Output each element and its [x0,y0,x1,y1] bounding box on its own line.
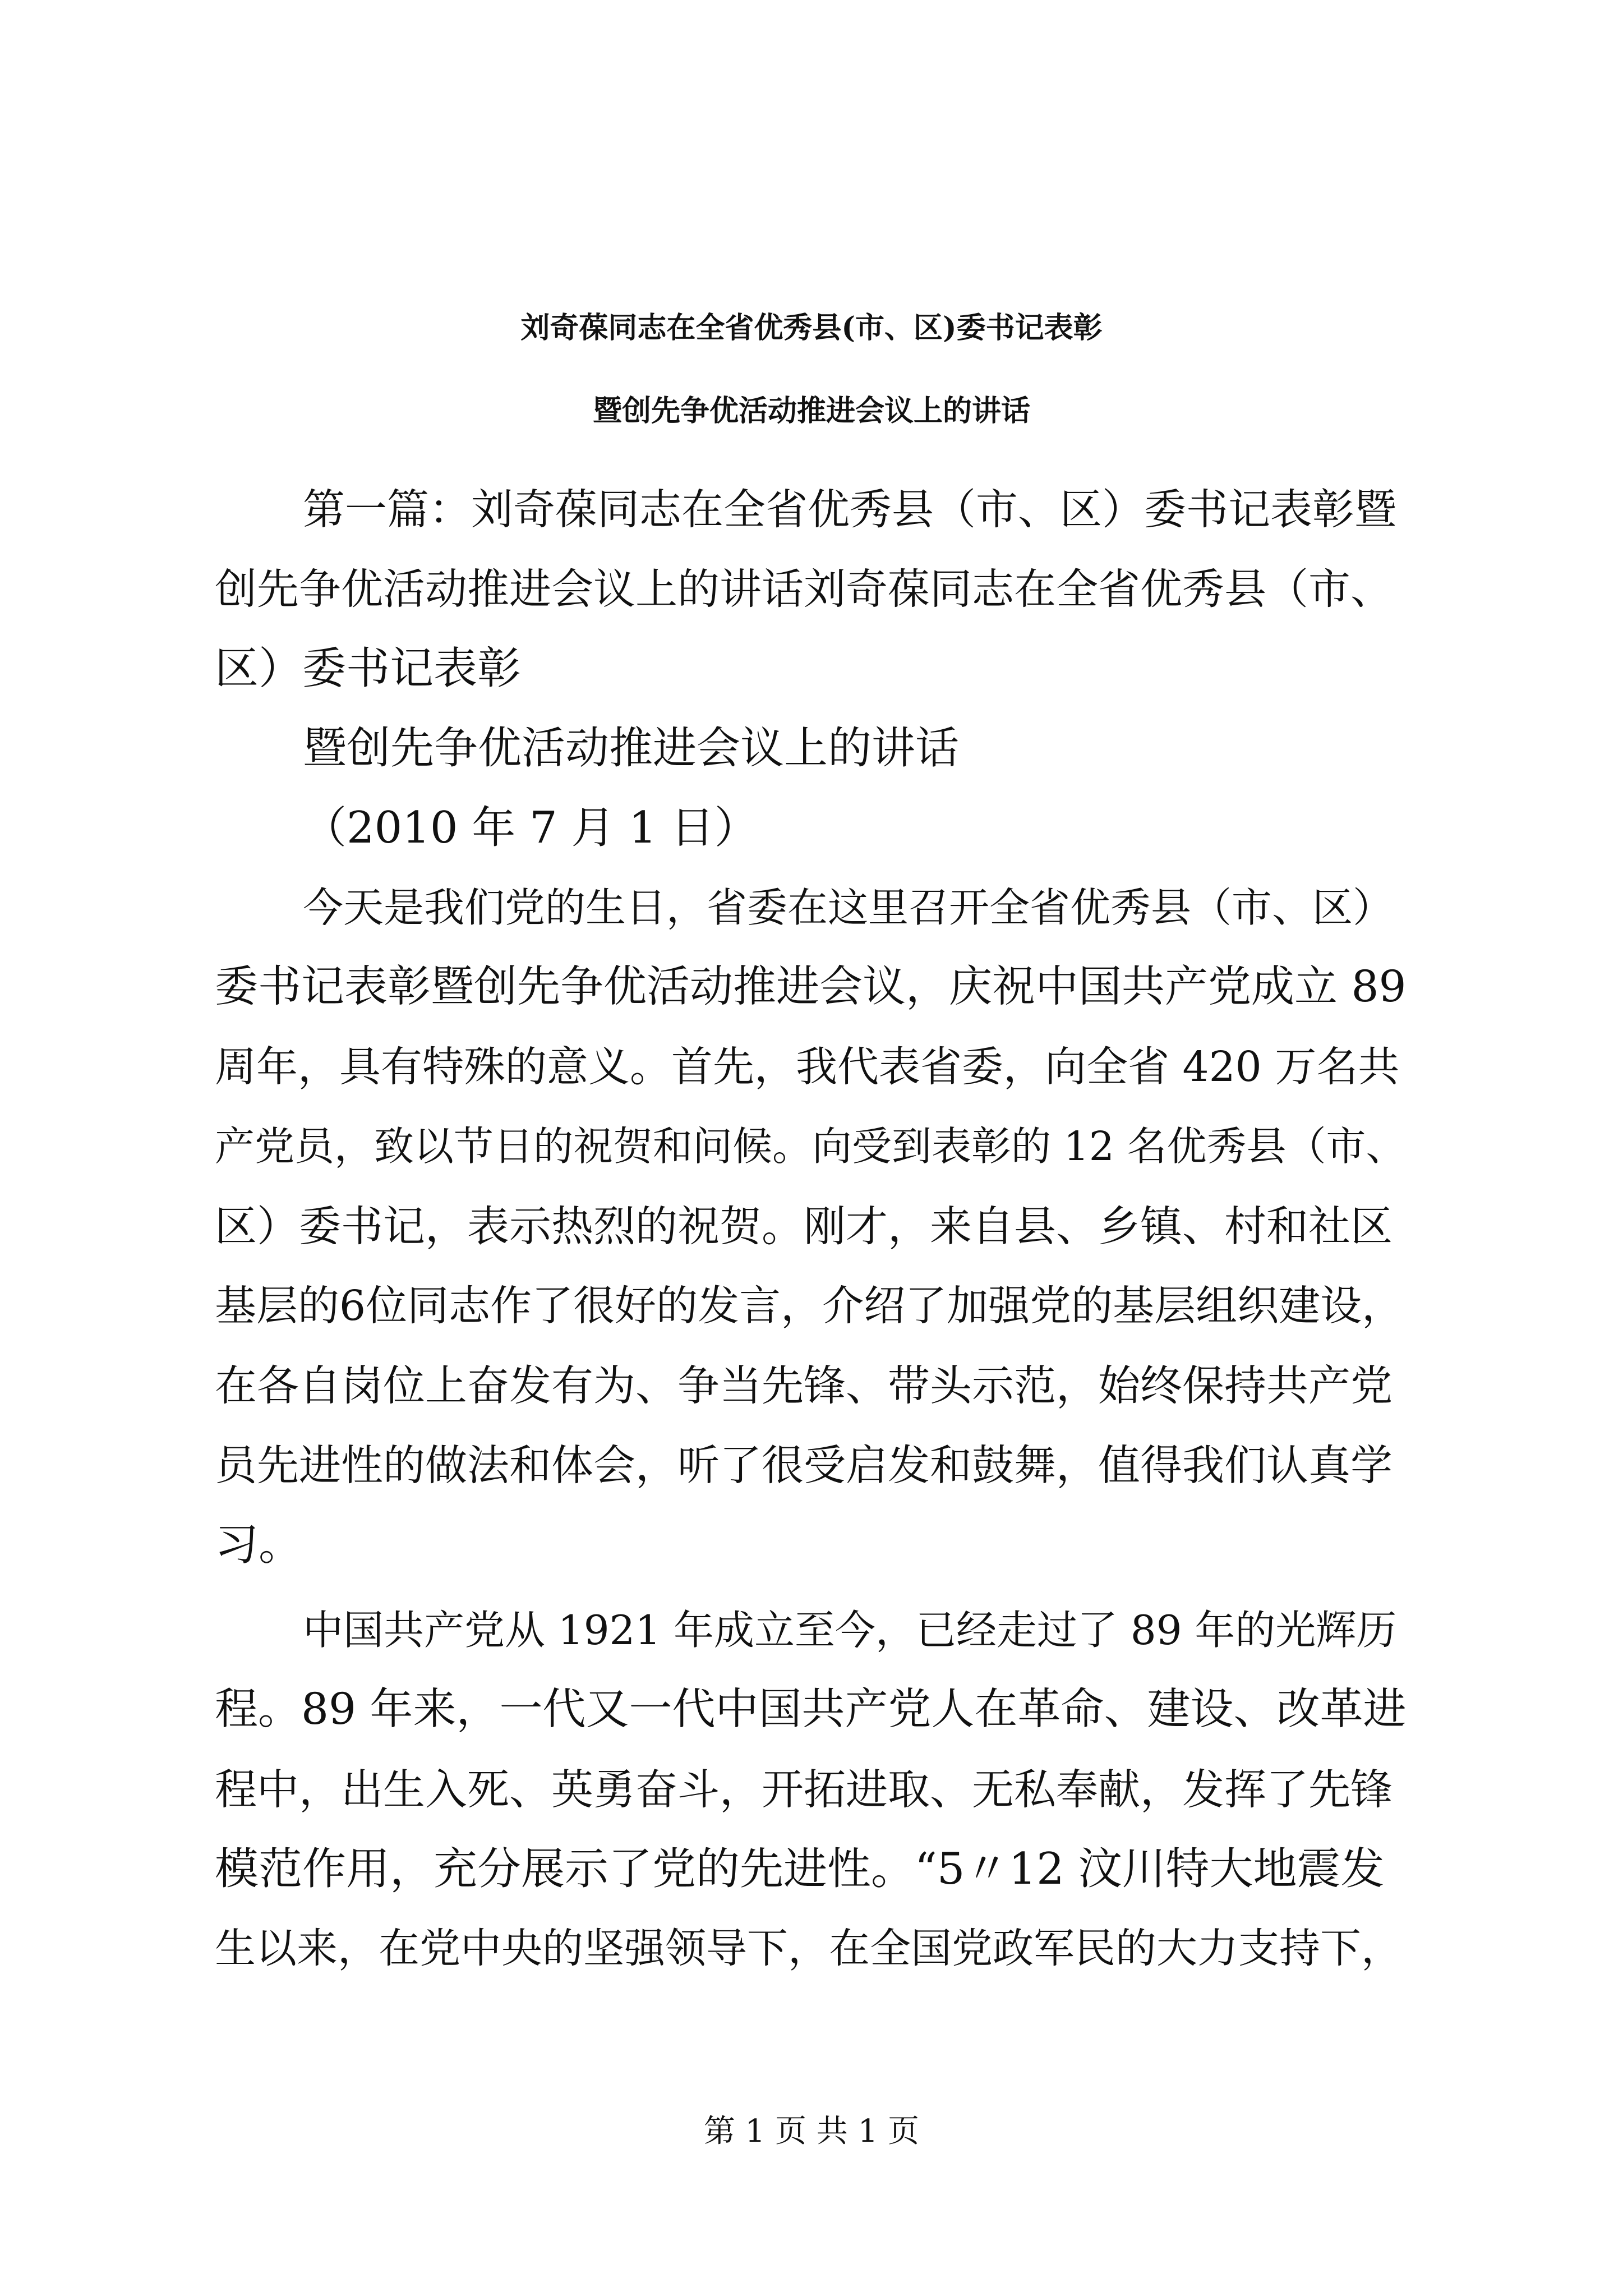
text-line: 第一篇：刘奇葆同志在全省优秀县（市、区）委书记表彰暨 [303,485,1397,534]
text-line: 程中，出生入死、英勇奋斗，开拓进取、无私奉献，发挥了先锋 [215,1765,1393,1814]
document-title-line-2: 暨创先争优活动推进会议上的讲话 [592,394,1030,428]
text-line: 区）委书记表彰 [215,643,522,694]
text-line: 暨创先争优活动推进会议上的讲话 [303,723,960,774]
text-line: 创先争优活动推进会议上的讲话刘奇葆同志在全省优秀县（市、 [215,564,1393,614]
text-line: 模范作用，充分展示了党的先进性。“5〃12 汶川特大地震发 [215,1844,1385,1894]
text-line: 中国共产党从 1921 年成立至今，已经走过了 89 年的光辉历 [303,1607,1397,1654]
text-line: 员先进性的做法和体会，听了很受启发和鼓舞，值得我们认真学 [215,1441,1393,1490]
page-number-footer: 第 1 页 共 1 页 [703,2113,920,2150]
text-line: 区）委书记，表示热烈的祝贺。刚才，来自县、乡镇、村和社区 [215,1202,1393,1251]
text-line: 委书记表彰暨创先争优活动推进会议，庆祝中国共产党成立 89 [215,962,1407,1012]
text-line: 生以来，在党中央的坚强领导下，在全国党政军民的大力支持下， [215,1925,1402,1972]
text-line: 今天是我们党的生日，省委在这里召开全省优秀县（市、区） [303,884,1394,931]
text-line: 习。 [215,1520,303,1570]
text-line: 程。89 年来，一代又一代中国共产党人在革命、建设、改革进 [215,1685,1407,1734]
text-line: 周年，具有特殊的意义。首先，我代表省委，向全省 420 万名共 [215,1043,1400,1091]
document-title-line-1: 刘奇葆同志在全省优秀县(市、区)委书记表彰 [520,311,1103,345]
text-line: （2010 年 7 月 1 日） [303,803,758,853]
text-line: 基层的6位同志作了很好的发言，介绍了加强党的基层组织建设， [215,1282,1404,1330]
text-line: 在各自岗位上奋发有为、争当先锋、带头示范，始终保持共产党 [215,1361,1393,1410]
text-line: 产党员，致以节日的祝贺和问候。向受到表彰的 12 名优秀县（市、 [215,1123,1406,1170]
